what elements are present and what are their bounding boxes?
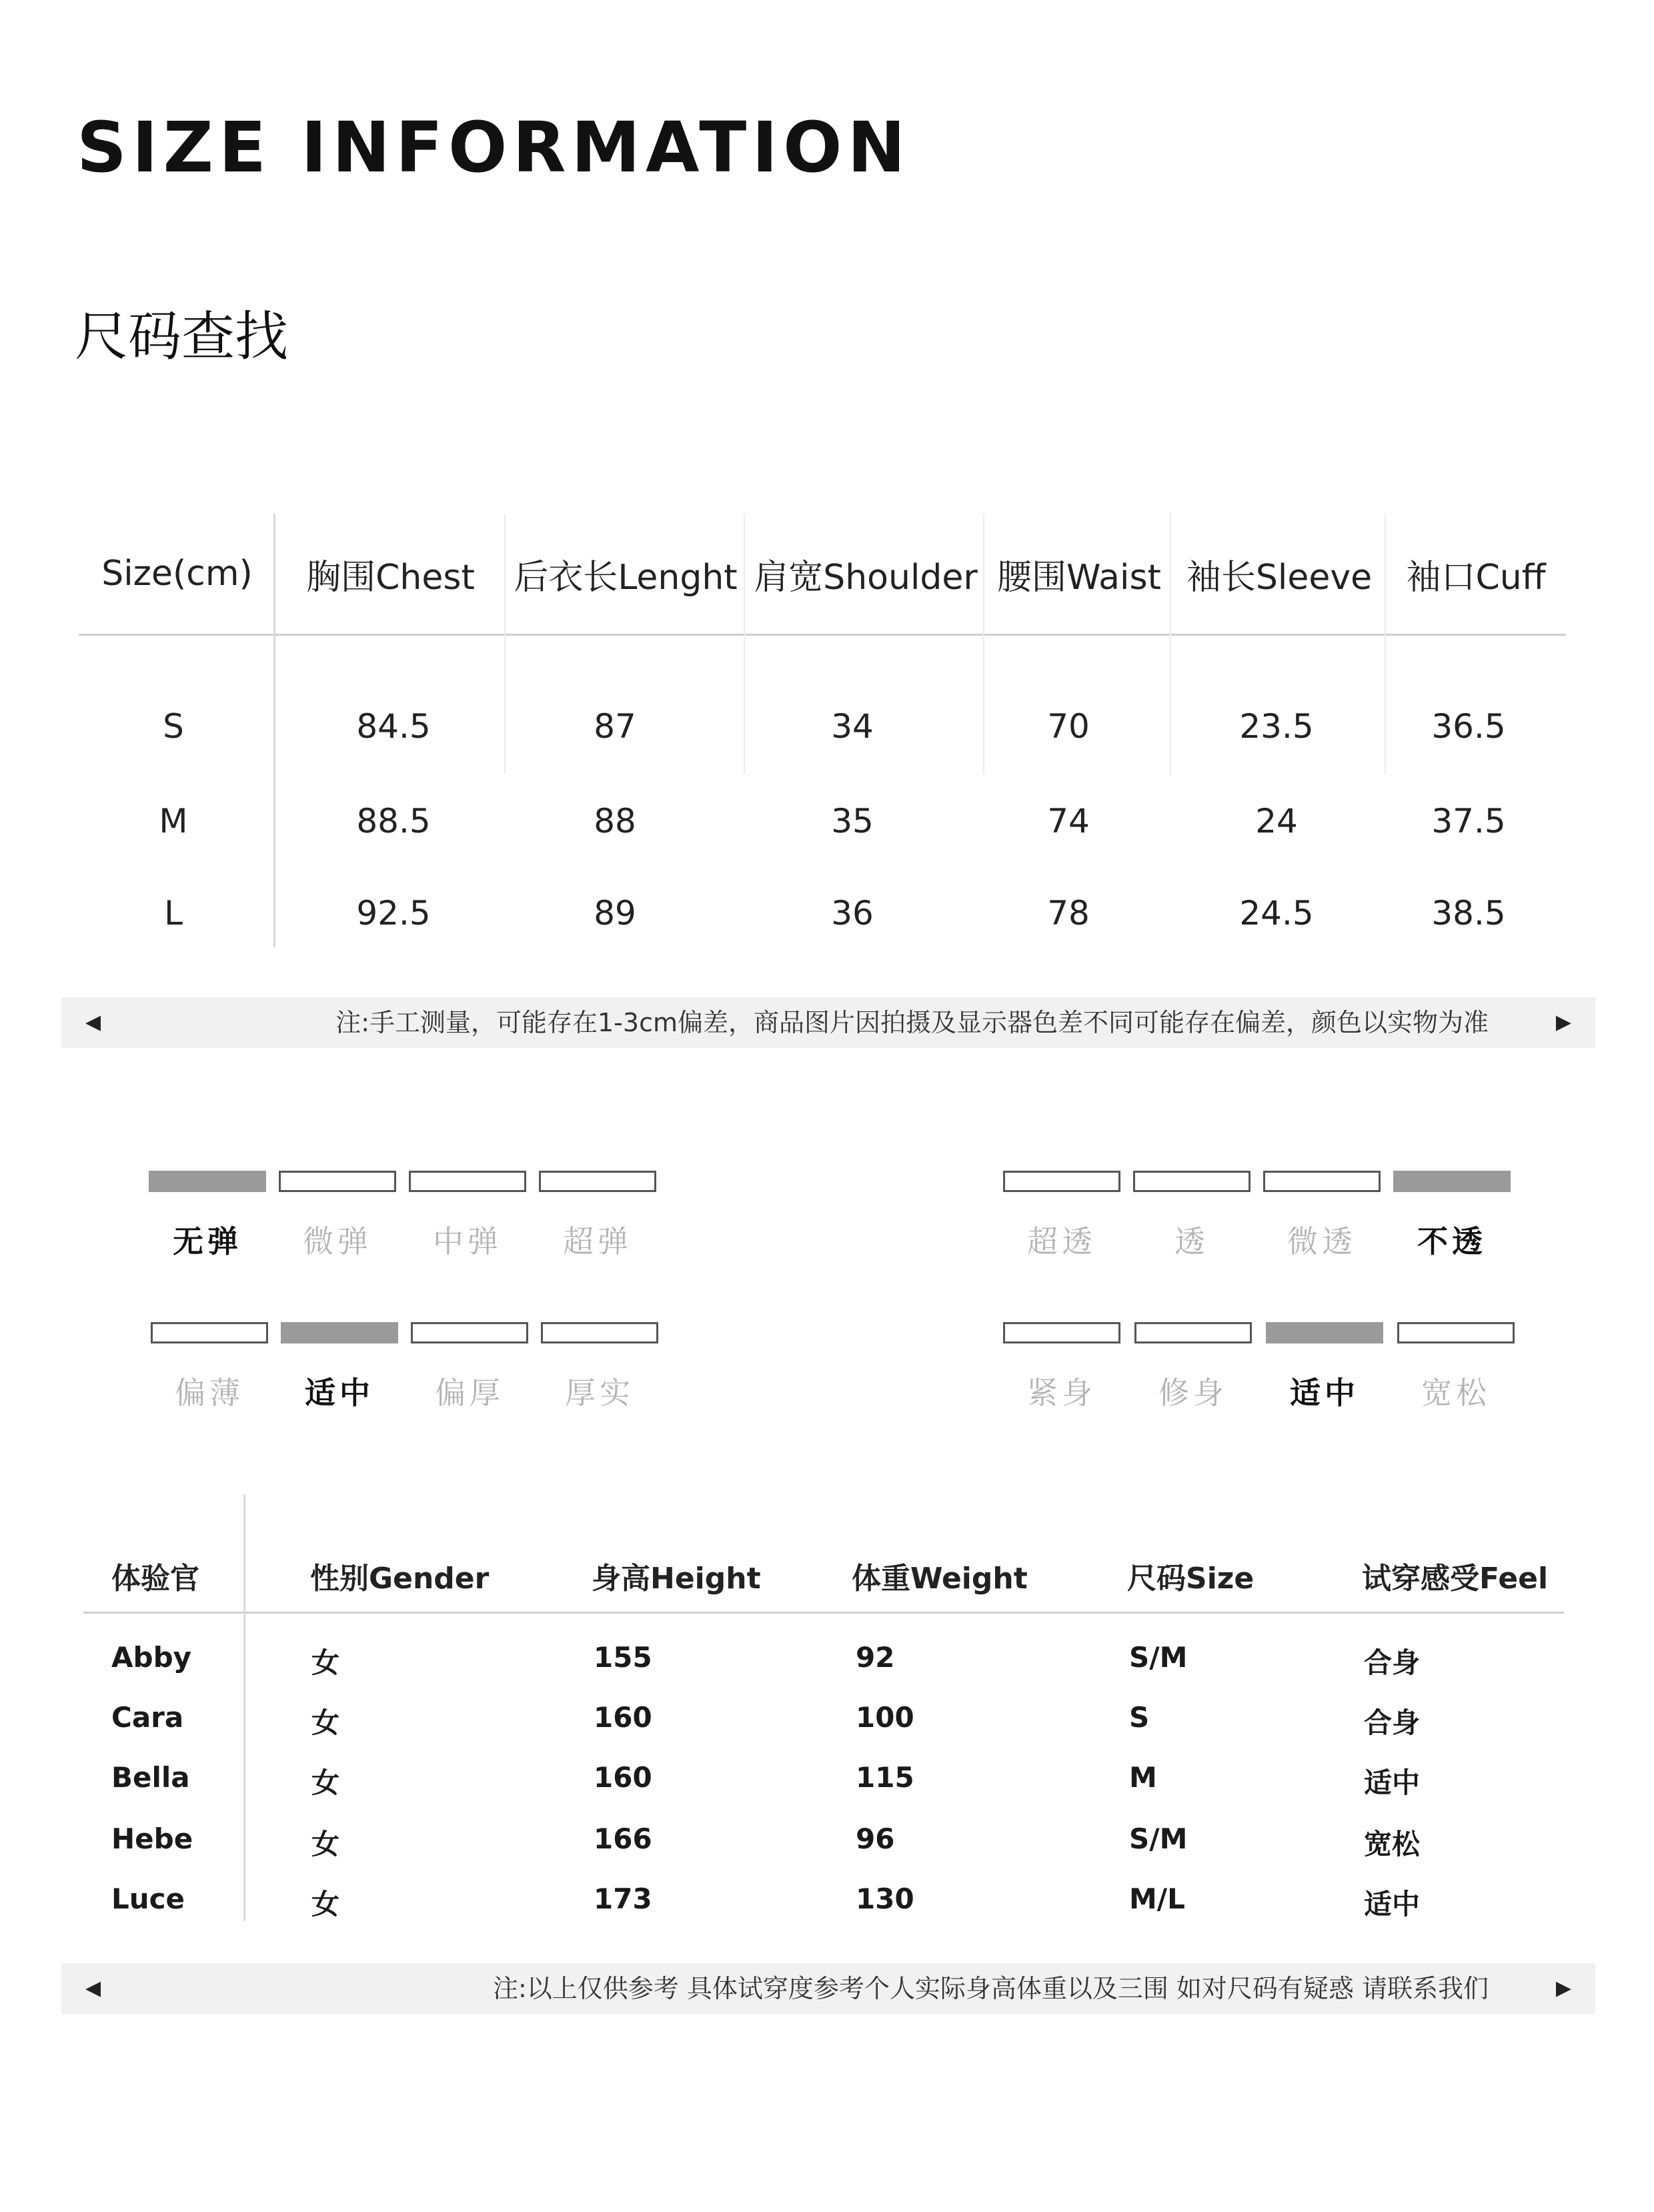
size-value-cell: 78 [1047, 894, 1090, 933]
thickness-level-box [281, 1322, 398, 1343]
elasticity-level-box [149, 1171, 266, 1192]
size-table-header-cell: 袖口Cuff [1406, 557, 1546, 598]
thickness-level-label: 适中 [305, 1375, 374, 1411]
tester-header-cell: 身高Height [592, 1562, 761, 1596]
tester-header-cell: 性别Gender [310, 1562, 490, 1596]
page-subtitle: 尺码查找 [75, 306, 288, 368]
measurement-note-text: 注:手工测量，可能存在1-3cm偏差，商品图片因拍摄及显示器色差不同可能存在偏差，颜色以实物为准 [335, 1008, 1489, 1037]
thickness-level-box [151, 1322, 268, 1343]
size-value-cell: 24.5 [1239, 894, 1314, 933]
size-label-cell: S [163, 707, 184, 746]
scroll-left-icon[interactable]: ◀ [85, 1977, 101, 2000]
scroll-right-icon[interactable]: ▶ [1555, 1977, 1571, 2000]
fit-level-box [1397, 1322, 1515, 1343]
size-value-cell: 88 [594, 802, 636, 841]
tester-cell: 96 [856, 1822, 895, 1855]
transparency-level-label: 微透 [1287, 1223, 1357, 1259]
reference-note-text: 注:以上仅供参考 具体试穿度参考个人实际身高体重以及三围 如对尺码有疑惑 请联系我们 [492, 1974, 1489, 2003]
tester-cell: 合身 [1364, 1706, 1421, 1739]
tester-cell: 160 [594, 1761, 652, 1794]
size-value-cell: 24 [1255, 802, 1298, 841]
size-table-header-cell: Size(cm) [101, 554, 253, 594]
size-table-header-cell: 肩宽Shoulder [754, 557, 978, 598]
size-table [79, 514, 1566, 947]
fit-level-label: 修身 [1158, 1375, 1228, 1411]
tester-cell: 92 [856, 1641, 895, 1674]
thickness-level-label: 偏薄 [175, 1375, 244, 1411]
tester-cell: Luce [111, 1882, 185, 1915]
tester-cell: 115 [856, 1761, 914, 1794]
tester-header-cell: 尺码Size [1127, 1562, 1255, 1596]
scroll-right-icon[interactable]: ▶ [1555, 1011, 1571, 1034]
tester-header-cell: 试穿感受Feel [1362, 1562, 1549, 1596]
fit-level-box [1134, 1322, 1252, 1343]
tester-cell: 160 [594, 1701, 652, 1734]
tester-cell: 女 [311, 1888, 340, 1920]
page-title: SIZE INFORMATION [77, 107, 911, 188]
tester-cell: 166 [594, 1822, 652, 1855]
thickness-level-label: 偏厚 [435, 1375, 504, 1411]
tester-cell: M/L [1129, 1882, 1185, 1915]
size-value-cell: 37.5 [1431, 802, 1506, 841]
elasticity-level-box [409, 1171, 526, 1192]
size-value-cell: 92.5 [356, 894, 431, 933]
size-value-cell: 84.5 [356, 707, 431, 746]
transparency-level-box [1133, 1171, 1251, 1192]
transparency-level-label: 透 [1174, 1223, 1209, 1259]
tester-cell: 宽松 [1364, 1828, 1421, 1860]
tester-cell: S/M [1129, 1641, 1188, 1674]
tester-column-divider [243, 1494, 245, 1921]
size-value-cell: 23.5 [1239, 707, 1314, 746]
size-label-cell: M [159, 802, 188, 841]
tester-header-cell: 体验官 [111, 1562, 199, 1596]
reference-note-bar [61, 1963, 1595, 2014]
elasticity-level-label: 中弹 [433, 1223, 502, 1259]
fit-level-box [1266, 1322, 1383, 1343]
tester-cell: Hebe [111, 1822, 193, 1855]
size-value-cell: 35 [831, 802, 874, 841]
elasticity-level-label: 无弹 [173, 1223, 242, 1259]
size-table-header-cell: 腰围Waist [997, 557, 1161, 598]
fit-level-label: 宽松 [1421, 1375, 1491, 1411]
size-value-cell: 87 [594, 707, 636, 746]
measurement-note-bar [61, 997, 1595, 1048]
tester-header-divider [83, 1612, 1564, 1614]
thickness-level-label: 厚实 [565, 1375, 634, 1411]
elasticity-level-box [279, 1171, 396, 1192]
transparency-level-label: 不透 [1417, 1223, 1487, 1259]
size-value-cell: 89 [594, 894, 636, 933]
size-value-cell: 38.5 [1431, 894, 1506, 933]
transparency-level-label: 超透 [1027, 1223, 1096, 1259]
tester-cell: M [1129, 1761, 1157, 1794]
size-value-cell: 34 [831, 707, 874, 746]
size-value-cell: 70 [1047, 707, 1090, 746]
tester-cell: 合身 [1364, 1646, 1421, 1679]
transparency-level-box [1003, 1171, 1120, 1192]
size-value-cell: 74 [1047, 802, 1090, 841]
size-value-cell: 36 [831, 894, 874, 933]
tester-cell: S/M [1129, 1822, 1188, 1855]
tester-cell: S [1129, 1701, 1150, 1734]
tester-cell: 女 [311, 1766, 340, 1799]
tester-cell: 女 [311, 1828, 340, 1860]
transparency-level-box [1393, 1171, 1511, 1192]
size-value-cell: 88.5 [356, 802, 431, 841]
header-divider [79, 634, 1566, 636]
tester-cell: 女 [311, 1646, 340, 1679]
elasticity-level-label: 微弹 [303, 1223, 372, 1259]
tester-cell: Cara [111, 1701, 184, 1734]
tester-cell: 173 [594, 1882, 652, 1915]
fit-level-box [1003, 1322, 1120, 1343]
thickness-level-box [541, 1322, 658, 1343]
tester-cell: 155 [594, 1641, 652, 1674]
tester-cell: 适中 [1364, 1766, 1421, 1799]
tester-cell: 女 [311, 1706, 340, 1739]
scroll-left-icon[interactable]: ◀ [85, 1011, 101, 1034]
size-table-header-cell: 袖长Sleeve [1186, 557, 1373, 598]
size-table-header-cell: 后衣长Lenght [514, 557, 738, 598]
tester-cell: 130 [856, 1882, 914, 1915]
tester-cell: Bella [111, 1761, 190, 1794]
tester-table [83, 1494, 1564, 1921]
thickness-level-box [411, 1322, 528, 1343]
fit-level-label: 适中 [1290, 1375, 1359, 1411]
tester-cell: 100 [856, 1701, 914, 1734]
elasticity-level-label: 超弹 [563, 1223, 632, 1259]
size-value-cell: 36.5 [1431, 707, 1506, 746]
size-table-header-cell: 胸围Chest [306, 557, 475, 598]
fit-level-label: 紧身 [1027, 1375, 1096, 1411]
tester-cell: 适中 [1364, 1888, 1421, 1920]
tester-header-cell: 体重Weight [852, 1562, 1028, 1596]
tester-cell: Abby [111, 1641, 192, 1674]
size-label-cell: L [164, 894, 183, 933]
transparency-level-box [1263, 1171, 1381, 1192]
elasticity-level-box [539, 1171, 656, 1192]
